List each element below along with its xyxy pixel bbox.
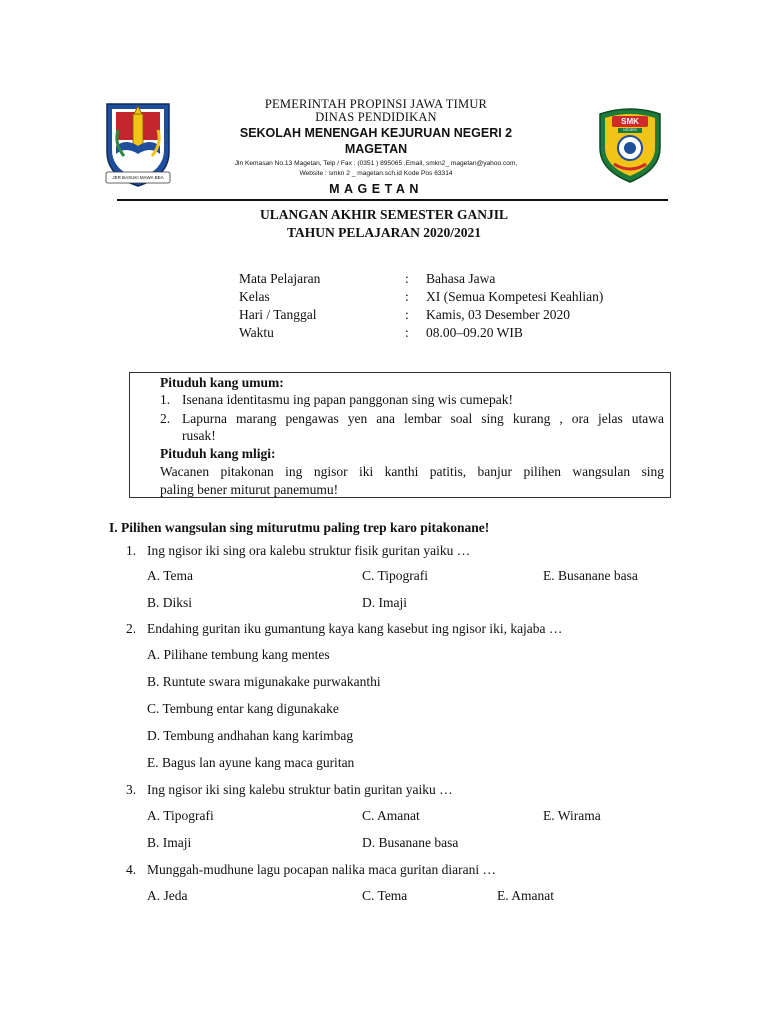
school-address: Jln Kemasan No.13 Magetan, Telp / Fax : (0351 ) 895065 ,Email, smkn2_ magetan@yahoo.com, <box>234 160 518 167</box>
answer-option[interactable]: A. Tipografi <box>147 808 214 823</box>
question-number: 3. <box>126 782 137 797</box>
government-name: PEMERINTAH PROPINSI JAWA TIMUR <box>264 97 488 111</box>
question-text: Munggah-mudhune lagu pocapan nalika maca guritan diarani … <box>147 862 497 877</box>
info-colon: : <box>405 307 409 322</box>
info-label: Waktu <box>239 325 274 340</box>
answer-option[interactable]: C. Tipografi <box>362 568 429 583</box>
answer-option[interactable]: E. Busanane basa <box>543 568 638 583</box>
general-instructions-title: Pituduh kang umum: <box>160 375 284 390</box>
answer-option[interactable]: B. Imaji <box>147 835 192 850</box>
answer-option[interactable]: E. Amanat <box>497 888 554 903</box>
answer-option[interactable]: D. Imaji <box>362 595 407 610</box>
instruction-item-text: Lapurna marang pengawas yen ana lembar soal sing kurang , ora jelas utawa <box>182 411 664 426</box>
specific-instructions-text: Wacanen pitakonan ing ngisor iki kanthi patitis, banjur pilihen wangsulan sing <box>160 464 664 479</box>
answer-option[interactable]: C. Tembung entar kang digunakake <box>147 701 339 716</box>
specific-instructions-title: Pituduh kang mligi: <box>160 446 276 461</box>
answer-option[interactable]: E. Bagus lan ayune kang maca guritan <box>147 755 355 770</box>
instruction-item-text-continued: rusak! <box>182 428 216 443</box>
school-city: MAGETAN <box>344 142 408 156</box>
question-text: Endahing guritan iku gumantung kaya kang kasebut ing ngisor iki, kajaba … <box>147 621 563 636</box>
section-heading: I. Pilihen wangsulan sing miturutmu paling trep karo pitakonane! <box>109 520 490 535</box>
badge-text: SMK <box>621 117 639 126</box>
info-label: Kelas <box>239 289 270 304</box>
answer-option[interactable]: B. Runtute swara migunakake purwakanthi <box>147 674 381 689</box>
answer-option[interactable]: D. Busanane basa <box>362 835 459 850</box>
question-number: 4. <box>126 862 137 877</box>
city-heading: MAGETAN <box>329 182 423 196</box>
exam-title: ULANGAN AKHIR SEMESTER GANJIL <box>260 207 508 222</box>
answer-option[interactable]: A. Jeda <box>147 888 188 903</box>
badge-subtext: NEGERI <box>623 128 637 132</box>
school-badge-logo <box>598 106 662 184</box>
answer-option[interactable]: D. Tembung andhahan kang karimbag <box>147 728 354 743</box>
school-name: SEKOLAH MENENGAH KEJURUAN NEGERI 2 <box>239 126 513 140</box>
instruction-item-number: 2. <box>160 411 171 426</box>
info-value: Bahasa Jawa <box>426 271 496 286</box>
info-colon: : <box>405 289 409 304</box>
agency-name: DINAS PENDIDIKAN <box>315 110 437 124</box>
specific-instructions-text-continued: paling bener miturut panemumu! <box>160 482 339 497</box>
answer-option[interactable]: C. Tema <box>362 888 408 903</box>
instruction-item-number: 1. <box>160 392 171 407</box>
info-colon: : <box>405 325 409 340</box>
info-value: XI (Semua Kompetesi Keahlian) <box>426 289 604 304</box>
info-value: Kamis, 03 Desember 2020 <box>426 307 570 322</box>
info-value: 08.00–09.20 WIB <box>426 325 523 340</box>
academic-year: TAHUN PELAJARAN 2020/2021 <box>286 225 481 240</box>
info-label: Hari / Tanggal <box>239 307 317 322</box>
instruction-item-text: Isenana identitasmu ing papan panggonan sing wis cumepak! <box>182 392 514 407</box>
school-website: Website : smkn 2 _ magetan.sch.id Kode Pos 63314 <box>299 170 453 177</box>
answer-option[interactable]: A. Tema <box>147 568 194 583</box>
header-divider <box>117 199 668 201</box>
answer-option[interactable]: A. Pilihane tembung kang mentes <box>147 647 330 662</box>
question-number: 1. <box>126 543 137 558</box>
province-logo <box>104 100 172 190</box>
question-text: Ing ngisor iki sing kalebu struktur batin guritan yaiku … <box>147 782 453 797</box>
answer-option[interactable]: B. Diksi <box>147 595 193 610</box>
answer-option[interactable]: E. Wirama <box>543 808 601 823</box>
info-colon: : <box>405 271 409 286</box>
question-text: Ing ngisor iki sing ora kalebu struktur fisik guritan yaiku … <box>147 543 471 558</box>
info-label: Mata Pelajaran <box>239 271 321 286</box>
logo-ribbon-text: JER BASUKI MAWA BEA <box>112 175 164 180</box>
question-number: 2. <box>126 621 137 636</box>
answer-option[interactable]: C. Amanat <box>362 808 420 823</box>
